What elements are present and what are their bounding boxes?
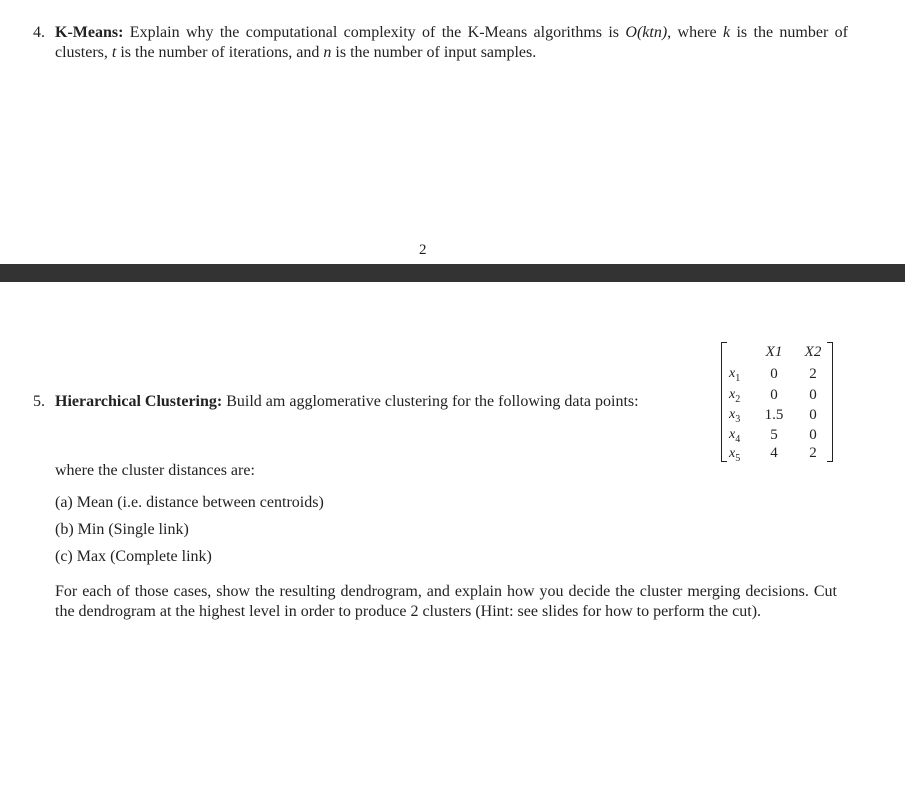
question-text: , where <box>667 24 723 41</box>
list-item: (a) Mean (i.e. distance between centroids) <box>55 494 324 511</box>
list-item: (b) Min (Single link) <box>55 521 189 538</box>
math-var: n <box>323 44 332 61</box>
question-title: K-Means: <box>55 24 124 41</box>
distance-options-list <box>55 493 324 574</box>
matrix-left-bracket <box>721 342 727 462</box>
column-header: X2 <box>804 344 822 360</box>
math-var: t <box>111 44 117 61</box>
question-text: Explain why the computational complexity of the K-Means algorithms is <box>123 24 626 41</box>
complexity-expression: O(ktn) <box>625 24 668 41</box>
matrix-cell: 0 <box>809 407 817 423</box>
matrix-cell: 0 <box>809 427 817 443</box>
column-header: X1 <box>765 344 783 360</box>
matrix-cell: 5 <box>770 427 778 443</box>
matrix-cell: 2 <box>809 366 817 382</box>
row-label: $x_2$ <box>729 387 741 405</box>
row-label: $x_3$ <box>729 407 741 425</box>
matrix-cell: 0 <box>770 387 778 403</box>
question-text: is the number of clusters, <box>55 24 849 61</box>
cluster-distance-intro: where the cluster distances are: <box>55 462 255 479</box>
matrix-cell: 0 <box>809 387 817 403</box>
data-matrix <box>721 338 833 464</box>
page-2-bottom-region <box>0 0 905 264</box>
question-text: is the number of iterations, and <box>116 44 324 61</box>
row-label: $x_5$ <box>729 446 741 464</box>
row-label: $x_4$ <box>729 427 741 445</box>
matrix-cell: 4 <box>770 445 778 461</box>
math-var: k <box>723 24 731 41</box>
question-text: is the number of input samples. <box>331 44 537 61</box>
question-title: Hierarchical Clustering: <box>55 393 223 410</box>
matrix-cell: 2 <box>809 445 817 461</box>
page-number: 2 <box>419 242 427 258</box>
matrix-cell: 1.5 <box>764 407 784 423</box>
page-separator <box>0 264 905 282</box>
question-5 <box>33 392 733 412</box>
list-item: (c) Max (Complete link) <box>55 548 212 565</box>
question-number: 4. <box>33 24 45 41</box>
question-5-text <box>55 392 733 412</box>
question-text: Build am agglomerative clustering for the following data points: <box>222 393 639 410</box>
instructions-paragraph: For each of those cases, show the resulting dendrogram, and explain how you decide the cluster merging decisions. Cut the dendrogram at the highest level in order to produce 2 clusters (Hint: see slides for how to perform the cut). <box>55 583 837 620</box>
matrix-cell: 0 <box>770 366 778 382</box>
question-number: 5. <box>33 393 45 410</box>
row-label: $x_1$ <box>729 366 741 384</box>
question-4-text <box>55 23 848 63</box>
question-4 <box>33 23 848 63</box>
